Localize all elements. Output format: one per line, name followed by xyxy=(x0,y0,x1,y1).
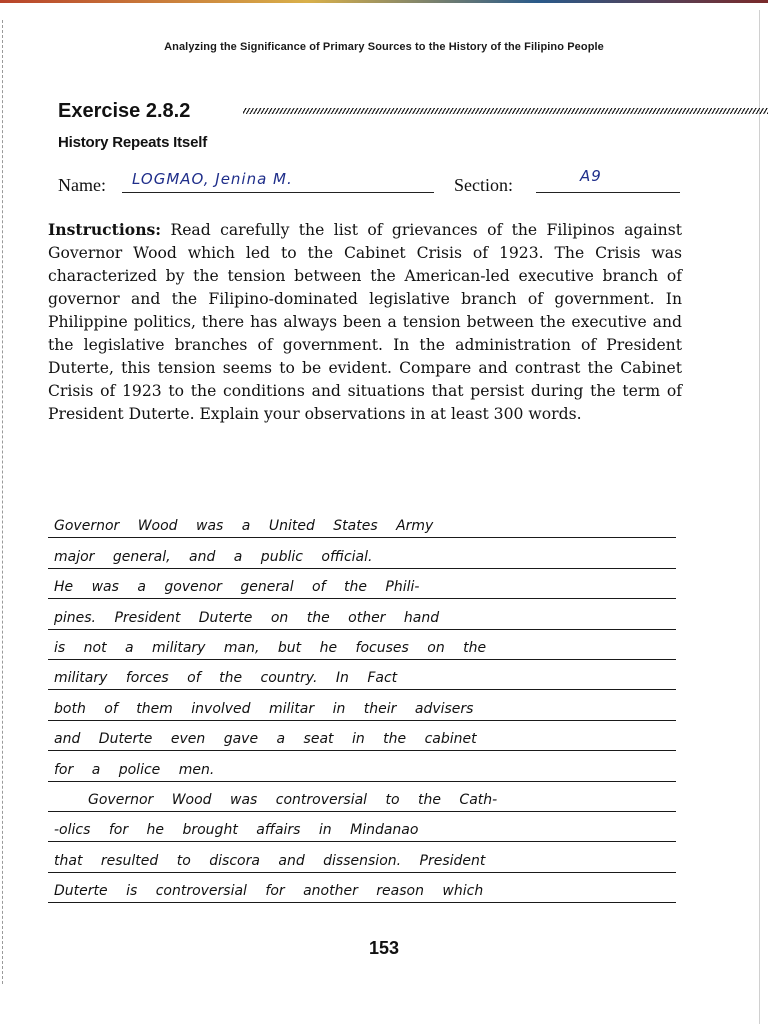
answer-line xyxy=(48,660,676,690)
name-value: LOGMAO, Jenina M. xyxy=(132,170,293,188)
name-field-line xyxy=(122,192,434,193)
running-head: Analyzing the Significance of Primary Sources to the History of the Filipino People xyxy=(164,41,604,53)
section-label: Section: xyxy=(454,175,513,195)
answer-line xyxy=(48,630,676,660)
answer-line xyxy=(48,599,676,629)
answer-line-text: major general, and a public official. xyxy=(54,548,373,565)
answer-line xyxy=(48,508,676,538)
page-right-edge xyxy=(759,10,760,1024)
instructions-lead: Instructions: xyxy=(48,220,162,239)
page-number: 153 xyxy=(368,938,400,958)
instructions-body: Read carefully the list of grievances of the Filipinos against Governor Wood which led to the Cabinet Crisis of 1923. The Crisis was characterized by the tension between the American-led executive branch of governor and the Filipino-dominated legislative branch of government. In Philippine politics, there has always been a tension between the executive and the legislative branches of government. In the administration of President Duterte, this tension seems to be evident. Compare and contrast the Cabinet Crisis of 1923 to the conditions and situations that persist during the term of President Duterte. Explain your observations in at least 300 words. xyxy=(48,221,682,423)
answer-line xyxy=(48,782,676,812)
answer-line-text: pines. President Duterte on the other hand xyxy=(54,609,440,626)
answer-line-text: and Duterte even gave a seat in the cabinet xyxy=(54,731,477,748)
answer-line-text: Duterte is controversial for another reason which xyxy=(54,883,484,900)
answer-line xyxy=(48,690,676,720)
name-label: Name: xyxy=(58,175,106,195)
answer-line xyxy=(48,842,676,872)
answer-line xyxy=(48,569,676,599)
answer-line xyxy=(48,812,676,842)
answer-line-text: both of them involved militar in their advisers xyxy=(54,700,474,717)
answer-line-text: that resulted to discora and dissension. President xyxy=(54,852,486,869)
answer-line-text: -olics for he brought affairs in Mindanao xyxy=(54,822,419,839)
section-field-line xyxy=(536,192,680,193)
answer-line-text: Governor Wood was a United States Army xyxy=(54,518,434,535)
exercise-subtitle: History Repeats Itself xyxy=(58,134,207,151)
answer-line-text: He was a govenor general of the Phili- xyxy=(54,579,420,596)
exercise-title: Exercise 2.8.2 xyxy=(58,100,191,122)
answer-line xyxy=(48,538,676,568)
section-value: A9 xyxy=(580,167,602,185)
answer-line xyxy=(48,721,676,751)
binding-margin xyxy=(2,20,3,984)
title-decorative-rule xyxy=(243,108,768,114)
instructions-paragraph xyxy=(48,218,682,426)
answer-line-text: for a police men. xyxy=(54,761,215,778)
answer-line xyxy=(48,873,676,903)
answer-line-text: Governor Wood was controversial to the Cath- xyxy=(88,791,498,808)
answer-line xyxy=(48,751,676,781)
answer-line-text: military forces of the country. In Fact xyxy=(54,670,398,687)
page-top-edge xyxy=(0,0,768,3)
handwritten-answer-area xyxy=(48,508,676,903)
answer-line-text: is not a military man, but he focuses on the xyxy=(54,639,487,656)
